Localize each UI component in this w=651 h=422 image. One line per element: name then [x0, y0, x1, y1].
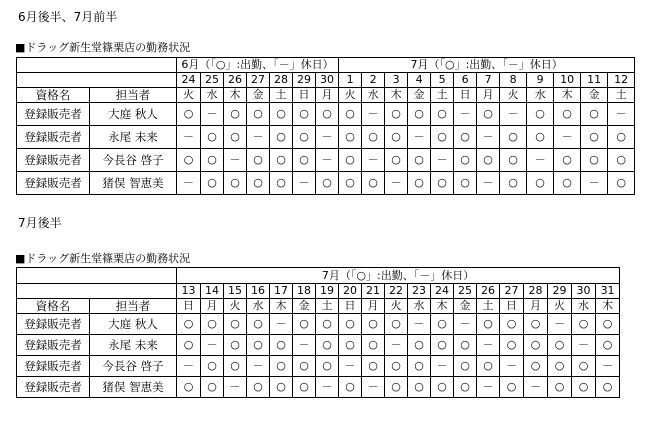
work-mark-cell: ○ [572, 314, 596, 335]
work-mark-cell: ○ [500, 126, 527, 149]
weekday-cell: 土 [477, 299, 500, 314]
work-mark-cell: ○ [201, 314, 224, 335]
date-cell: 4 [408, 73, 431, 88]
weekday-cell: 火 [339, 88, 362, 103]
weekday-cell: 土 [431, 88, 454, 103]
weekday-cell: 土 [316, 299, 339, 314]
off-mark-cell: － [247, 126, 270, 149]
weekday-cell: 火 [177, 88, 201, 103]
work-mark-cell: ○ [385, 126, 408, 149]
off-mark-cell: － [362, 149, 385, 172]
work-mark-cell: ○ [408, 103, 431, 126]
work-mark-cell: ○ [247, 377, 270, 398]
off-mark-cell: － [477, 377, 500, 398]
date-cell: 24 [431, 284, 454, 299]
off-mark-cell: － [293, 335, 316, 356]
weekday-cell: 木 [385, 88, 408, 103]
work-mark-cell: ○ [201, 149, 224, 172]
off-mark-cell: － [581, 172, 608, 195]
work-mark-cell: ○ [339, 314, 362, 335]
date-cell: 18 [293, 284, 316, 299]
work-mark-cell: ○ [581, 103, 608, 126]
work-mark-cell: ○ [224, 314, 247, 335]
date-cell: 7 [477, 73, 500, 88]
work-mark-cell: ○ [554, 103, 581, 126]
weekday-cell: 日 [293, 88, 316, 103]
off-mark-cell: － [201, 103, 224, 126]
table-row [17, 126, 635, 149]
off-mark-cell: － [339, 356, 362, 377]
weekday-cell: 土 [270, 88, 293, 103]
work-mark-cell: ○ [201, 172, 224, 195]
work-mark-cell: ○ [431, 335, 454, 356]
weekday-cell: 木 [270, 299, 293, 314]
work-mark-cell: ○ [177, 103, 201, 126]
weekday-cell: 水 [408, 299, 431, 314]
blank-corner-cell [17, 58, 177, 73]
weekday-cell: 金 [247, 88, 270, 103]
table-row [17, 172, 635, 195]
work-mark-cell: ○ [500, 172, 527, 195]
work-mark-cell: ○ [293, 377, 316, 398]
work-mark-cell: ○ [316, 172, 339, 195]
work-mark-cell: ○ [524, 356, 548, 377]
work-mark-cell: ○ [524, 314, 548, 335]
legend-june: 6月（「○」:出勤、「－」休日） [177, 58, 339, 73]
work-mark-cell: ○ [500, 314, 524, 335]
column-header-person: 担当者 [90, 88, 177, 103]
off-mark-cell: － [431, 356, 454, 377]
work-mark-cell: ○ [201, 126, 224, 149]
weekday-cell: 金 [293, 299, 316, 314]
work-mark-cell: ○ [548, 335, 572, 356]
schedule-table-june-july [16, 57, 635, 195]
work-mark-cell: ○ [454, 356, 477, 377]
work-mark-cell: ○ [477, 103, 500, 126]
table-row [17, 356, 620, 377]
date-cell: 6 [454, 73, 477, 88]
work-mark-cell: ○ [247, 335, 270, 356]
work-mark-cell: ○ [385, 377, 408, 398]
weekday-cell: 水 [572, 299, 596, 314]
work-mark-cell: ○ [201, 356, 224, 377]
date-cell: 17 [270, 284, 293, 299]
weekday-cell: 水 [247, 299, 270, 314]
weekday-cell: 月 [316, 88, 339, 103]
weekday-cell: 火 [548, 299, 572, 314]
work-mark-cell: ○ [362, 172, 385, 195]
work-mark-cell: ○ [572, 377, 596, 398]
date-cell: 14 [201, 284, 224, 299]
date-cell: 26 [224, 73, 247, 88]
date-cell: 28 [270, 73, 293, 88]
weekday-cell: 木 [224, 88, 247, 103]
date-cell: 3 [385, 73, 408, 88]
date-cell: 31 [596, 284, 620, 299]
work-mark-cell: ○ [500, 377, 524, 398]
off-mark-cell: － [177, 356, 201, 377]
weekday-cell: 火 [224, 299, 247, 314]
date-cell: 2 [362, 73, 385, 88]
work-mark-cell: ○ [477, 314, 500, 335]
work-mark-cell: ○ [548, 356, 572, 377]
date-cell: 8 [500, 73, 527, 88]
legend-july: 7月（「○」:出勤、「－」休日） [339, 58, 635, 73]
work-mark-cell: ○ [477, 356, 500, 377]
date-cell: 22 [385, 284, 408, 299]
weekday-cell: 土 [608, 88, 635, 103]
person-cell: 猪俣 智恵美 [90, 377, 177, 398]
work-mark-cell: ○ [596, 335, 620, 356]
date-cell: 27 [247, 73, 270, 88]
work-mark-cell: ○ [548, 377, 572, 398]
date-cell: 26 [477, 284, 500, 299]
date-cell: 21 [362, 284, 385, 299]
off-mark-cell: － [201, 335, 224, 356]
role-cell: 登録販売者 [17, 103, 90, 126]
date-cell: 29 [548, 284, 572, 299]
date-cell: 27 [500, 284, 524, 299]
work-mark-cell: ○ [224, 356, 247, 377]
work-mark-cell: ○ [270, 149, 293, 172]
role-cell: 登録販売者 [17, 172, 90, 195]
work-mark-cell: ○ [293, 356, 316, 377]
off-mark-cell: － [362, 377, 385, 398]
work-mark-cell: ○ [385, 314, 408, 335]
off-mark-cell: － [431, 149, 454, 172]
work-mark-cell: ○ [408, 172, 431, 195]
work-mark-cell: ○ [527, 126, 554, 149]
weekday-cell: 火 [500, 88, 527, 103]
role-cell: 登録販売者 [17, 149, 90, 172]
work-mark-cell: ○ [431, 126, 454, 149]
date-cell: 23 [408, 284, 431, 299]
column-header-role: 資格名 [17, 88, 90, 103]
weekday-cell: 金 [581, 88, 608, 103]
role-cell: 登録販売者 [17, 377, 90, 398]
work-mark-cell: ○ [316, 103, 339, 126]
work-mark-cell: ○ [408, 335, 431, 356]
off-mark-cell: － [224, 149, 247, 172]
person-cell: 今長谷 啓子 [90, 149, 177, 172]
work-mark-cell: ○ [316, 335, 339, 356]
date-cell: 20 [339, 284, 362, 299]
work-mark-cell: ○ [527, 172, 554, 195]
off-mark-cell: － [270, 314, 293, 335]
table-row [17, 149, 635, 172]
work-mark-cell: ○ [454, 335, 477, 356]
work-mark-cell: ○ [316, 314, 339, 335]
off-mark-cell: － [524, 377, 548, 398]
work-mark-cell: ○ [554, 149, 581, 172]
work-mark-cell: ○ [608, 149, 635, 172]
work-mark-cell: ○ [596, 377, 620, 398]
off-mark-cell: － [177, 126, 201, 149]
weekday-cell: 月 [477, 88, 500, 103]
work-mark-cell: ○ [500, 149, 527, 172]
weekday-cell: 金 [408, 88, 431, 103]
work-mark-cell: ○ [224, 335, 247, 356]
table-row [17, 377, 620, 398]
work-mark-cell: ○ [177, 314, 201, 335]
work-mark-cell: ○ [177, 149, 201, 172]
date-cell: 16 [247, 284, 270, 299]
weekday-cell: 木 [596, 299, 620, 314]
column-header-role: 資格名 [17, 299, 90, 314]
work-mark-cell: ○ [224, 172, 247, 195]
table-row [17, 335, 620, 356]
off-mark-cell: － [548, 314, 572, 335]
weekday-cell: 日 [454, 88, 477, 103]
work-mark-cell: ○ [554, 172, 581, 195]
off-mark-cell: － [408, 126, 431, 149]
work-mark-cell: ○ [177, 335, 201, 356]
off-mark-cell: － [454, 103, 477, 126]
work-mark-cell: ○ [477, 149, 500, 172]
date-cell: 30 [316, 73, 339, 88]
work-mark-cell: ○ [431, 377, 454, 398]
date-cell: 24 [177, 73, 201, 88]
work-mark-cell: ○ [247, 314, 270, 335]
off-mark-cell: － [247, 356, 270, 377]
work-mark-cell: ○ [572, 356, 596, 377]
work-mark-cell: ○ [339, 172, 362, 195]
person-cell: 永尾 未来 [90, 126, 177, 149]
weekday-cell: 金 [454, 299, 477, 314]
date-cell: 25 [454, 284, 477, 299]
column-header-person: 担当者 [90, 299, 177, 314]
weekday-cell: 日 [339, 299, 362, 314]
off-mark-cell: － [572, 335, 596, 356]
blank-corner-cell [17, 268, 177, 284]
work-mark-cell: ○ [247, 103, 270, 126]
work-mark-cell: ○ [431, 103, 454, 126]
date-cell: 9 [527, 73, 554, 88]
off-mark-cell: － [477, 335, 500, 356]
work-mark-cell: ○ [339, 103, 362, 126]
off-mark-cell: － [608, 103, 635, 126]
weekday-cell: 木 [554, 88, 581, 103]
weekday-cell: 月 [524, 299, 548, 314]
work-mark-cell: ○ [454, 149, 477, 172]
off-mark-cell: － [477, 126, 500, 149]
off-mark-cell: － [385, 335, 408, 356]
weekday-cell: 月 [362, 299, 385, 314]
table-title-1: ■ドラッグ新生堂篠栗店の勤務状況 [15, 41, 191, 54]
work-mark-cell: ○ [581, 126, 608, 149]
date-cell: 11 [581, 73, 608, 88]
date-cell: 29 [293, 73, 316, 88]
work-mark-cell: ○ [527, 103, 554, 126]
date-cell: 19 [316, 284, 339, 299]
work-mark-cell: ○ [362, 314, 385, 335]
off-mark-cell: － [454, 314, 477, 335]
off-mark-cell: － [316, 126, 339, 149]
work-mark-cell: ○ [293, 126, 316, 149]
work-mark-cell: ○ [293, 149, 316, 172]
off-mark-cell: － [596, 356, 620, 377]
work-mark-cell: ○ [431, 172, 454, 195]
work-mark-cell: ○ [247, 172, 270, 195]
work-mark-cell: ○ [454, 126, 477, 149]
section-heading-2: 7月後半 [18, 216, 62, 230]
work-mark-cell: ○ [385, 356, 408, 377]
work-mark-cell: ○ [524, 335, 548, 356]
date-cell: 12 [608, 73, 635, 88]
work-mark-cell: ○ [408, 149, 431, 172]
work-mark-cell: ○ [270, 335, 293, 356]
work-mark-cell: ○ [270, 377, 293, 398]
weekday-cell: 水 [362, 88, 385, 103]
date-cell: 25 [201, 73, 224, 88]
blank-header-cell [17, 284, 177, 299]
off-mark-cell: － [362, 103, 385, 126]
work-mark-cell: ○ [270, 103, 293, 126]
work-mark-cell: ○ [454, 172, 477, 195]
weekday-cell: 水 [527, 88, 554, 103]
off-mark-cell: － [177, 172, 201, 195]
person-cell: 永尾 未来 [90, 335, 177, 356]
date-cell: 28 [524, 284, 548, 299]
off-mark-cell: － [385, 172, 408, 195]
weekday-cell: 火 [385, 299, 408, 314]
work-mark-cell: ○ [316, 356, 339, 377]
work-mark-cell: ○ [608, 126, 635, 149]
work-mark-cell: ○ [581, 149, 608, 172]
work-mark-cell: ○ [362, 335, 385, 356]
work-mark-cell: ○ [270, 356, 293, 377]
work-mark-cell: ○ [177, 377, 201, 398]
work-mark-cell: ○ [408, 356, 431, 377]
person-cell: 猪俣 智恵美 [90, 172, 177, 195]
work-mark-cell: ○ [339, 149, 362, 172]
off-mark-cell: － [293, 172, 316, 195]
weekday-cell: 日 [500, 299, 524, 314]
date-cell: 10 [554, 73, 581, 88]
role-cell: 登録販売者 [17, 335, 90, 356]
work-mark-cell: ○ [293, 103, 316, 126]
table-title-2: ■ドラッグ新生堂篠栗店の勤務状況 [15, 252, 191, 265]
off-mark-cell: － [408, 314, 431, 335]
work-mark-cell: ○ [339, 335, 362, 356]
work-mark-cell: ○ [408, 377, 431, 398]
work-mark-cell: ○ [224, 103, 247, 126]
weekday-cell: 木 [431, 299, 454, 314]
date-cell: 30 [572, 284, 596, 299]
work-mark-cell: ○ [339, 126, 362, 149]
work-mark-cell: ○ [431, 314, 454, 335]
off-mark-cell: － [500, 103, 527, 126]
work-mark-cell: ○ [385, 103, 408, 126]
off-mark-cell: － [500, 356, 524, 377]
role-cell: 登録販売者 [17, 356, 90, 377]
date-cell: 15 [224, 284, 247, 299]
role-cell: 登録販売者 [17, 126, 90, 149]
schedule-table-late-july [16, 267, 620, 398]
work-mark-cell: ○ [454, 377, 477, 398]
off-mark-cell: － [554, 126, 581, 149]
off-mark-cell: － [316, 377, 339, 398]
work-mark-cell: ○ [270, 172, 293, 195]
work-mark-cell: ○ [293, 314, 316, 335]
date-cell: 5 [431, 73, 454, 88]
work-mark-cell: ○ [596, 314, 620, 335]
off-mark-cell: － [224, 377, 247, 398]
table-row [17, 103, 635, 126]
work-mark-cell: ○ [362, 356, 385, 377]
weekday-cell: 水 [201, 88, 224, 103]
role-cell: 登録販売者 [17, 314, 90, 335]
work-mark-cell: ○ [224, 126, 247, 149]
weekday-cell: 月 [201, 299, 224, 314]
person-cell: 大庭 秋人 [90, 103, 177, 126]
legend-july: 7月（「○」:出勤、「－」休日） [177, 268, 620, 284]
off-mark-cell: － [527, 149, 554, 172]
work-mark-cell: ○ [385, 149, 408, 172]
work-mark-cell: ○ [339, 377, 362, 398]
work-mark-cell: ○ [247, 149, 270, 172]
date-cell: 13 [177, 284, 201, 299]
work-mark-cell: ○ [500, 335, 524, 356]
weekday-cell: 日 [177, 299, 201, 314]
section-heading-1: 6月後半、7月前半 [18, 10, 118, 24]
person-cell: 今長谷 啓子 [90, 356, 177, 377]
off-mark-cell: － [477, 172, 500, 195]
work-mark-cell: ○ [270, 126, 293, 149]
work-mark-cell: ○ [608, 172, 635, 195]
blank-header-cell [17, 73, 177, 88]
off-mark-cell: － [316, 149, 339, 172]
work-mark-cell: ○ [201, 377, 224, 398]
work-mark-cell: ○ [362, 126, 385, 149]
date-cell: 1 [339, 73, 362, 88]
person-cell: 大庭 秋人 [90, 314, 177, 335]
table-row [17, 314, 620, 335]
